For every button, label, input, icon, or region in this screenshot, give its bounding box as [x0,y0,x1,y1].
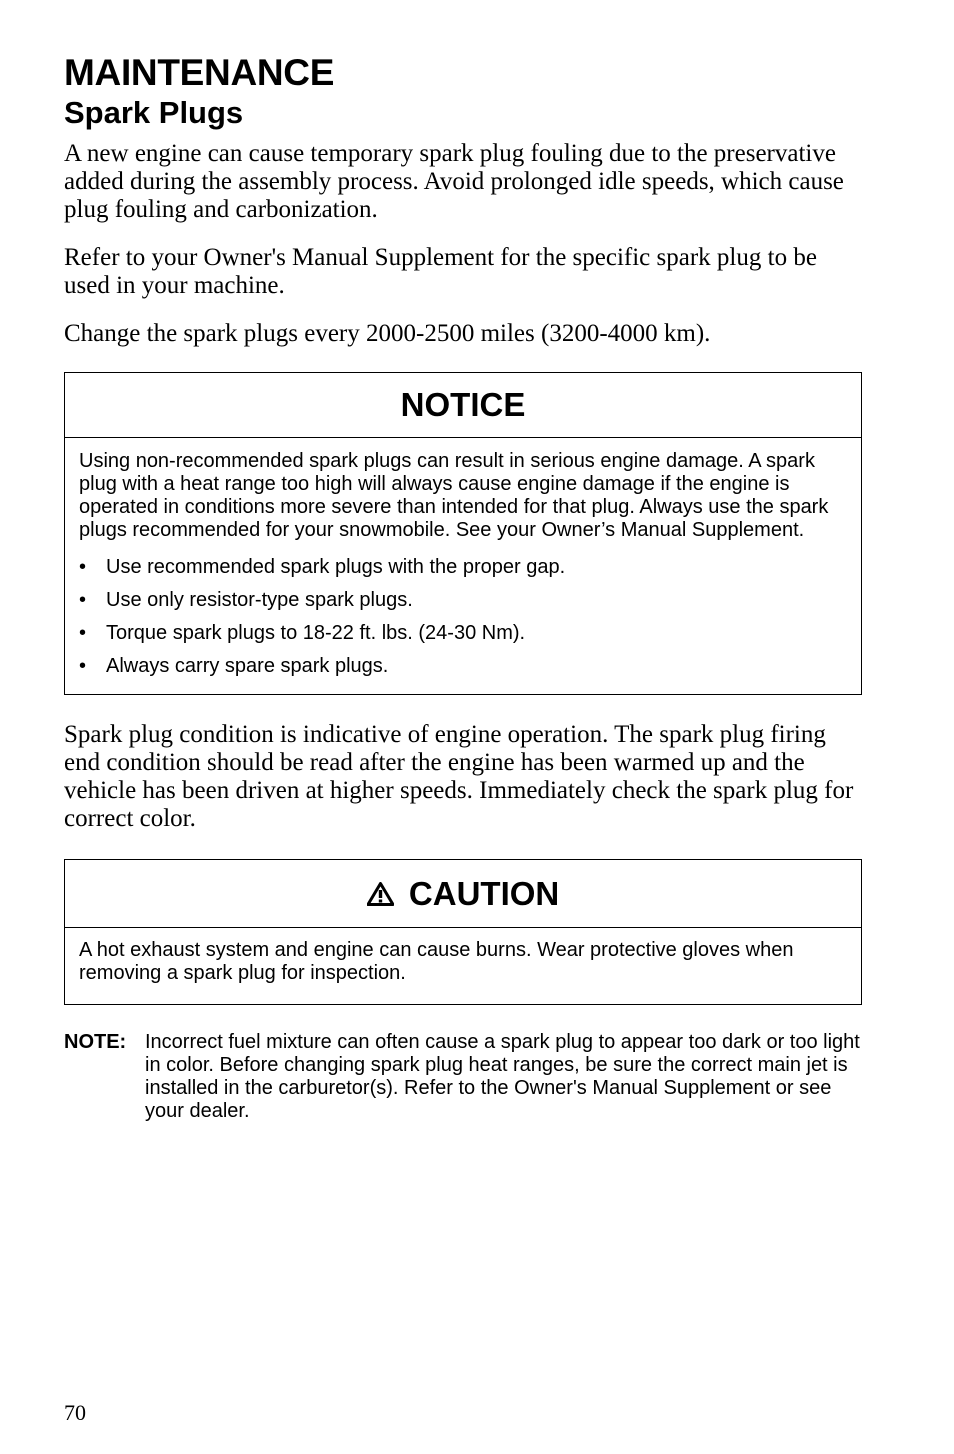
bullet-marker: • [79,622,87,644]
bullet-marker: • [79,556,87,578]
caution-text: A hot exhaust system and engine can cause burns. Wear protective gloves when removing a spark plug for inspection. [79,939,794,984]
bullet-marker: • [79,589,87,611]
caution-box [64,859,862,1005]
notice-title: NOTICE [400,386,526,423]
note-text: Incorrect fuel mixture can often cause a spark plug to appear too dark or too light in color. Before changing spark plug heat ranges, be sure the correct main jet is installed in the carburetor(s). Refer to the Owner's Manual Supplement or see your dealer. [145,1031,860,1122]
subsection-title: Spark Plugs [64,95,244,130]
notice-header [65,373,861,438]
manual-page [64,52,864,1123]
caution-title: CAUTION [408,875,560,912]
list-item [79,589,847,612]
warning-triangle-icon [367,861,394,928]
condition-paragraph: Spark plug condition is indicative of engine operation. The spark plug firing end condition should be read after the engine has been warmed up and the vehicle has been driven at higher speeds. Immediately check the spark plug for correct color. [64,721,854,832]
list-item-text: Always carry spare spark plugs. [106,655,389,677]
intro-paragraph-interval: Change the spark plugs every 2000-2500 miles (3200-4000 km). [64,320,711,347]
intro-paragraph-supplement: Refer to your Owner's Manual Supplement for the specific spark plug to be used in your machine. [64,244,817,299]
note-label: NOTE: [64,1031,127,1053]
list-item-text: Torque spark plugs to 18-22 ft. lbs. (24-30 Nm). [106,622,526,644]
page-number: 70 [64,1400,86,1425]
notice-body [65,438,861,694]
intro-paragraph-fouling: A new engine can cause temporary spark plug fouling due to the preservative added during the assembly process. Avoid prolonged idle speeds, which cause plug fouling and carbonization. [64,140,844,223]
section-title: MAINTENANCE [64,52,335,93]
notice-box [64,372,862,695]
notice-text: Using non-recommended spark plugs can result in serious engine damage. A spark plug with a heat range too high will always cause engine damage if the engine is operated in conditions more severe than intended for that plug. Always use the spark plugs recommended for your snowmobile. See your Owner’s Manual Supplement. [79,450,829,541]
bullet-marker: • [79,655,87,677]
caution-body [65,928,861,1004]
list-item [79,556,847,579]
list-item [79,622,847,645]
caution-header [65,860,861,928]
note-block [64,1031,864,1123]
list-item [79,655,847,678]
notice-bullet-list [79,556,847,678]
list-item-text: Use recommended spark plugs with the proper gap. [106,556,566,578]
list-item-text: Use only resistor-type spark plugs. [106,589,413,611]
